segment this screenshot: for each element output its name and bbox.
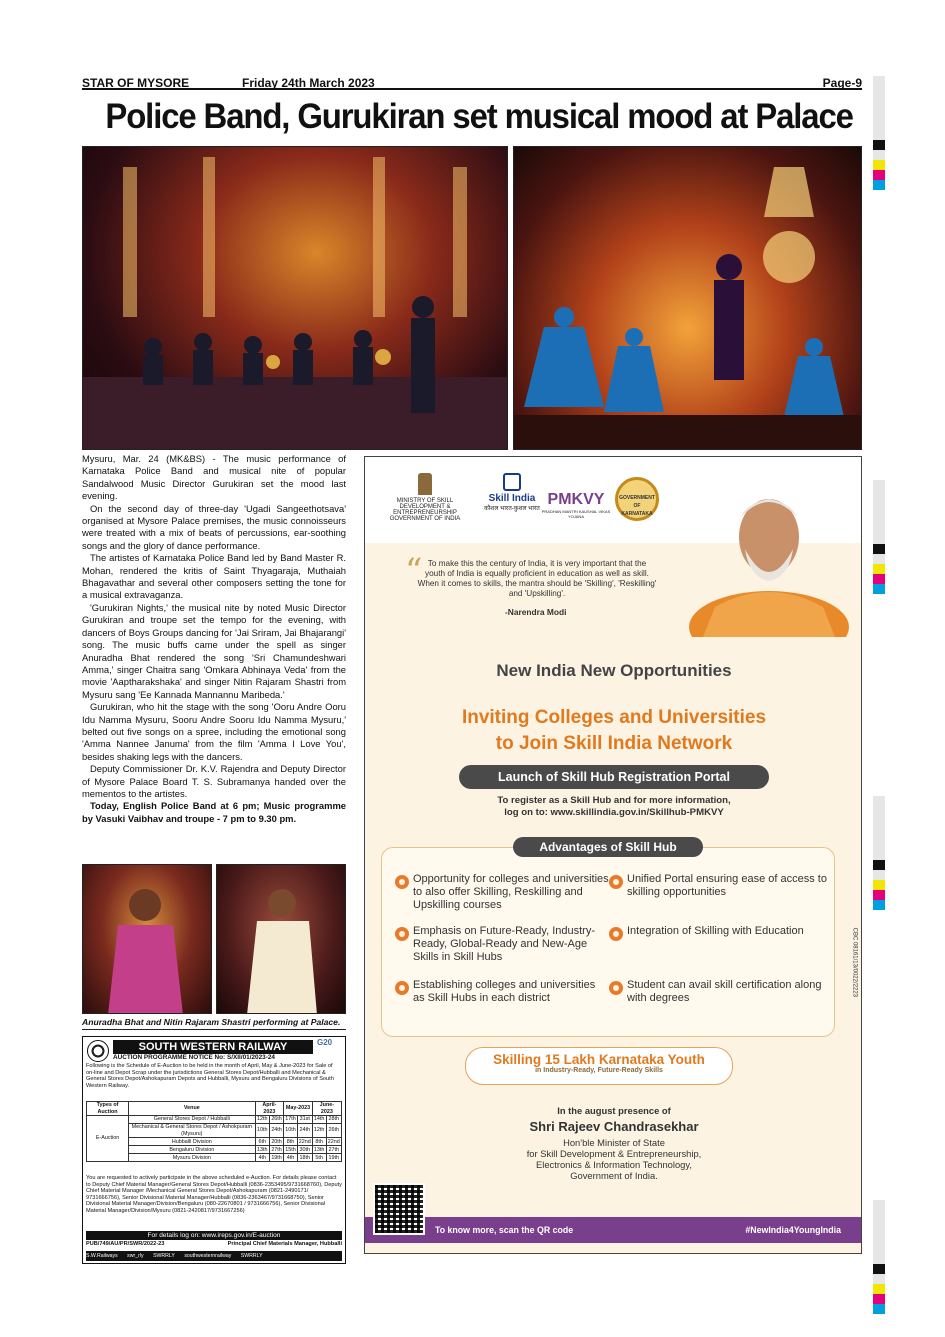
role-line: Electronics & Information Technology, [536, 1159, 692, 1170]
role-line: for Skill Development & Entrepreneurship, [526, 1148, 702, 1159]
advantage-item: Unified Portal ensuring ease of access to skilling opportunities [627, 873, 827, 898]
table-cell: Mechanical & General Stores Depot / Ashokpuram (Mysuru) [129, 1124, 255, 1138]
table-cell: 4th [284, 1154, 298, 1162]
table-cell: 31st [297, 1116, 312, 1124]
skill-india-name: Skill India [488, 493, 536, 504]
invite-line-2: to Join Skill India Network [495, 733, 733, 754]
issue-date: Friday 24th March 2023 [242, 76, 375, 90]
quote-mark-icon: “ [405, 551, 423, 591]
table-cell: 19th [326, 1154, 341, 1162]
publication-ref: PUB/749/AU/PR/SWR/2022-23 [86, 1241, 165, 1247]
print-marks-mid [873, 480, 885, 594]
article-paragraph: Mysuru, Mar. 24 (MK&BS) - The music performance of Karnataka Police Band and musical nite of popular Sandalwood Music Director Gurukiran set the mood last evening. [82, 453, 346, 502]
minister-role [365, 1137, 862, 1181]
table-cell: Hubballi Division [129, 1138, 255, 1146]
table-cell: 17th [285, 1116, 296, 1123]
auction-contacts: You are requested to actively participate in the above scheduled e-Auction. For details please contact to Deputy Chief Material Manager/General Stores Depot/Hubballi (0836-2353495/9731668760), Deputy Chief Material Manager /Mechanical General Stores Depot/Ashokapuram (0821-2490171/ 9731666756), Senior Divisional Material Manager/Hubballi (0836-2363467/9731668750), Senior Divisional Material Manager/Division/Bengaluru (080-22670801 / 9731666756), Senior Divisional Material Manager/Division/Mysuru (0821-2420817/9731667256) [86, 1175, 342, 1214]
table-cell: 13th [256, 1146, 268, 1153]
emblem-icon [418, 473, 432, 495]
article-paragraph: The artistes of Karnataka Police Band led by Band Master R. Mohan, rendered the kritis of Saint Thyagaraja, Muthaiah Bhagavathar and several other composers setting the tone for a musical extravaganza. [82, 552, 346, 601]
photo-caption: Anuradha Bhat and Nitin Rajaram Shastri performing at Palace. [82, 1017, 346, 1030]
page-header [82, 76, 862, 90]
table-row [87, 1116, 342, 1124]
police-band-photo [82, 146, 508, 450]
ministry-logo [379, 473, 471, 522]
article-schedule: Today, English Police Band at 6 pm; Music programme by Vasuki Vaibhav and troupe - 7 pm to 9.30 pm. [82, 800, 346, 824]
table-cell: 30th [297, 1146, 312, 1154]
social-links [86, 1251, 342, 1261]
table-header: Venue [129, 1102, 255, 1116]
advantage-item: Integration of Skilling with Education [627, 925, 804, 937]
table-cell: 10th [255, 1124, 269, 1138]
table-cell: 5th [312, 1154, 326, 1162]
page-number: Page-9 [822, 76, 862, 90]
table-cell: 13th [313, 1146, 325, 1153]
hashtag: #NewIndia4YoungIndia [745, 1225, 841, 1235]
scan-instruction: To know more, scan the QR code [435, 1225, 574, 1235]
table-header: Types of Auction [87, 1102, 129, 1116]
table-cell: 8th [284, 1138, 298, 1146]
role-line: Government of India. [570, 1170, 658, 1181]
youtube-handle: southwesternrailway [184, 1253, 232, 1259]
skill-india-ad [364, 456, 862, 1254]
table-header: May-2023 [284, 1102, 313, 1116]
print-marks-low [873, 796, 885, 910]
pmkvy-logo [535, 491, 617, 519]
table-cell: 8th [312, 1138, 326, 1146]
ministry-name: MINISTRY OF SKILL DEVELOPMENT & ENTREPRENEURSHIP GOVERNMENT OF INDIA [389, 498, 461, 522]
register-line-1: To register as a Skill Hub and for more information, [497, 795, 731, 806]
paper-name: STAR OF MYSORE [82, 76, 190, 90]
presence-line: In the august presence of [557, 1105, 671, 1116]
table-cell: 27th [326, 1146, 341, 1154]
goal-banner [465, 1047, 733, 1085]
pmkvy-tagline: PRADHAN MANTRI KAUSHAL VIKAS YOJANA [541, 509, 611, 519]
auction-type: E-Auction [87, 1116, 129, 1162]
article-paragraph: On the second day of three-day 'Ugadi Sangeethotsava' organised at Mysore Palace premises, the music connoisseurs were treated with a mix of beats of percussions, ear-soothing songs and the glory of dance performance. [82, 502, 346, 551]
table-cell: 22nd [327, 1138, 340, 1145]
karnataka-seal [615, 477, 659, 521]
table-cell: 6th [255, 1138, 269, 1146]
bullet-icon [609, 927, 623, 941]
skill-india-emblem-icon [503, 473, 521, 491]
railway-auction-ad [82, 1036, 346, 1264]
koo-handle: SWRRLY [240, 1253, 263, 1259]
table-cell: 4th [255, 1154, 269, 1162]
auction-website: For details log on: www.ireps.gov.in/E-auction [86, 1231, 342, 1240]
goal-subtitle: in Industry-Ready, Future-Ready Skills [535, 1067, 663, 1074]
bullet-icon [395, 927, 409, 941]
table-header: April-2023 [255, 1102, 284, 1116]
narendra-modi-portrait [685, 477, 853, 637]
page-title: Police Band, Gurukiran set musical mood at Palace [105, 97, 853, 136]
karnataka-seal-text: GOVERNMENT OF KARNATAKA [619, 495, 655, 517]
advantage-item: Student can avail skill certification along with degrees [627, 979, 822, 1004]
auction-table [86, 1101, 342, 1162]
ad-heading: New India New Opportunities [496, 661, 732, 680]
quote-author: -Narendra Modi [505, 607, 567, 617]
bullet-icon [395, 981, 409, 995]
register-info [365, 795, 862, 819]
advantage-item: Opportunity for colleges and universities to also offer Skilling, Reskilling and Upskilling courses [413, 873, 609, 911]
article-paragraph: Gurukiran, who hit the stage with the song 'Ooru Andre Ooru Idu Namma Mysuru, Sooru Andre Sooru Idu Namma Mysuru,' belted out five songs on a spree, including the emotional song 'Amma Nannee Januma' from the film 'Amma I Love You', besides shaking legs with the dancers. [82, 701, 346, 762]
modi-quote: To make this the century of India, it is very important that the youth of India is equally proficient in education as well as skill. When it comes to skills, the mantra should be 'Skilling', 'Reskilling' and 'Upskilling'. [417, 559, 657, 598]
table-cell: 26th [271, 1116, 282, 1123]
table-cell: 27th [271, 1146, 282, 1153]
table-cell: 24th [269, 1124, 283, 1138]
advantage-item: Establishing colleges and universities as Skill Hubs in each district [413, 979, 596, 1004]
invite-line-1: Inviting Colleges and Universities [461, 707, 767, 728]
launch-banner: Launch of Skill Hub Registration Portal [459, 765, 769, 789]
article-paragraph: 'Gurukiran Nights,' the musical nite by noted Music Director Gurukiran and troupe set the tempo for the evening, with dancers of Boys Groups dancing for 'Jai Sriram, Jai Bhajarangi' song. The music buffs came under the spell as singer Anuradha Bhat rendered the song 'Sri Chamundeshwari Amma,' singer Chaitra sang 'Omkara Abhinaya Veda' from the movie 'Aaptharakshaka' and singer Nitin Rajaram Shastri from Mysuru sang 'Ee Kannada Mannannu Maribeda.' [82, 601, 346, 700]
goal-title: Skilling 15 Lakh Karnataka Youth [493, 1052, 705, 1067]
table-cell: 18th [297, 1154, 312, 1162]
g20-logo: G20 [317, 1038, 333, 1047]
print-marks-bottom [873, 1200, 885, 1314]
qr-code-icon[interactable] [373, 1183, 425, 1235]
table-cell: 12th [312, 1124, 326, 1138]
table-cell: 22nd [298, 1138, 311, 1145]
nitin-shastri-photo [216, 864, 346, 1014]
register-url: log on to: www.skillindia.gov.in/Skillhub-PMKVY [504, 807, 724, 818]
facebook-handle: S.W.Railways [86, 1253, 118, 1259]
table-cell: 10th [284, 1124, 298, 1138]
table-cell: 20th [271, 1138, 282, 1145]
table-cell: 12th [256, 1116, 268, 1123]
minister-name: Shri Rajeev Chandrasekhar [529, 1119, 699, 1134]
table-cell: 28th [326, 1116, 341, 1124]
instagram-handle: swr_rly [127, 1253, 144, 1259]
ad-code: CBC 08161/13/0022/2223 [851, 927, 857, 997]
railway-title: SOUTH WESTERN RAILWAY [113, 1040, 313, 1054]
bullet-icon [395, 875, 409, 889]
table-cell: 26th [326, 1124, 341, 1138]
bullet-icon [609, 875, 623, 889]
print-marks-top [873, 76, 885, 190]
table-cell: 24th [297, 1124, 312, 1138]
article-body [82, 453, 346, 825]
bullet-icon [609, 981, 623, 995]
gurukiran-stage-photo [513, 146, 862, 450]
skill-india-tagline: कौशल भारत-कुशल भारत [484, 506, 540, 512]
railway-logo-icon [87, 1040, 109, 1062]
pmkvy-name: PMKVY [547, 491, 605, 508]
ad-invite [365, 705, 862, 757]
auction-notice-number: AUCTION PROGRAMME NOTICE No: S/XII/01/2023-24 [113, 1054, 275, 1061]
twitter-handle: SWRRLY [153, 1253, 175, 1259]
article-paragraph: Deputy Commissioner Dr. K.V. Rajendra and Deputy Director of Mysore Palace Board T. S. Subramanya handed over the mementos to the artistes. [82, 763, 346, 799]
table-cell: 15th [285, 1146, 296, 1153]
ad-footer-bar [365, 1217, 862, 1243]
auction-intro: Following is the Schedule of E-Auction to be held in the month of April, May & June-2023 for Sale of on-line and Depot Scrap under the jurisdictions General Stores Depot/Hubballi and Mechanical & General Stores Depot/Ashokapuram Depots and Hubballi, Mysuru and Bengaluru Divisions of South Western Railway. [86, 1063, 334, 1089]
signatory: Principal Chief Materials Manager, Hubballi [227, 1241, 342, 1247]
advantages-title: Advantages of Skill Hub [513, 837, 703, 857]
auction-signature [86, 1241, 342, 1248]
table-cell: 14th [313, 1116, 325, 1123]
table-cell: Mysuru Division [129, 1154, 255, 1162]
table-cell: Bengaluru Division [129, 1146, 255, 1154]
anuradha-bhat-photo [82, 864, 212, 1014]
table-cell: 19th [271, 1154, 282, 1161]
role-line: Hon'ble Minister of State [563, 1137, 665, 1148]
advantage-item: Emphasis on Future-Ready, Industry-Ready, Global-Ready and New-Age Skills in Skill Hubs [413, 925, 595, 963]
table-header: June-2023 [312, 1102, 341, 1116]
table-cell: General Stores Depot / Hubballi [129, 1116, 255, 1124]
